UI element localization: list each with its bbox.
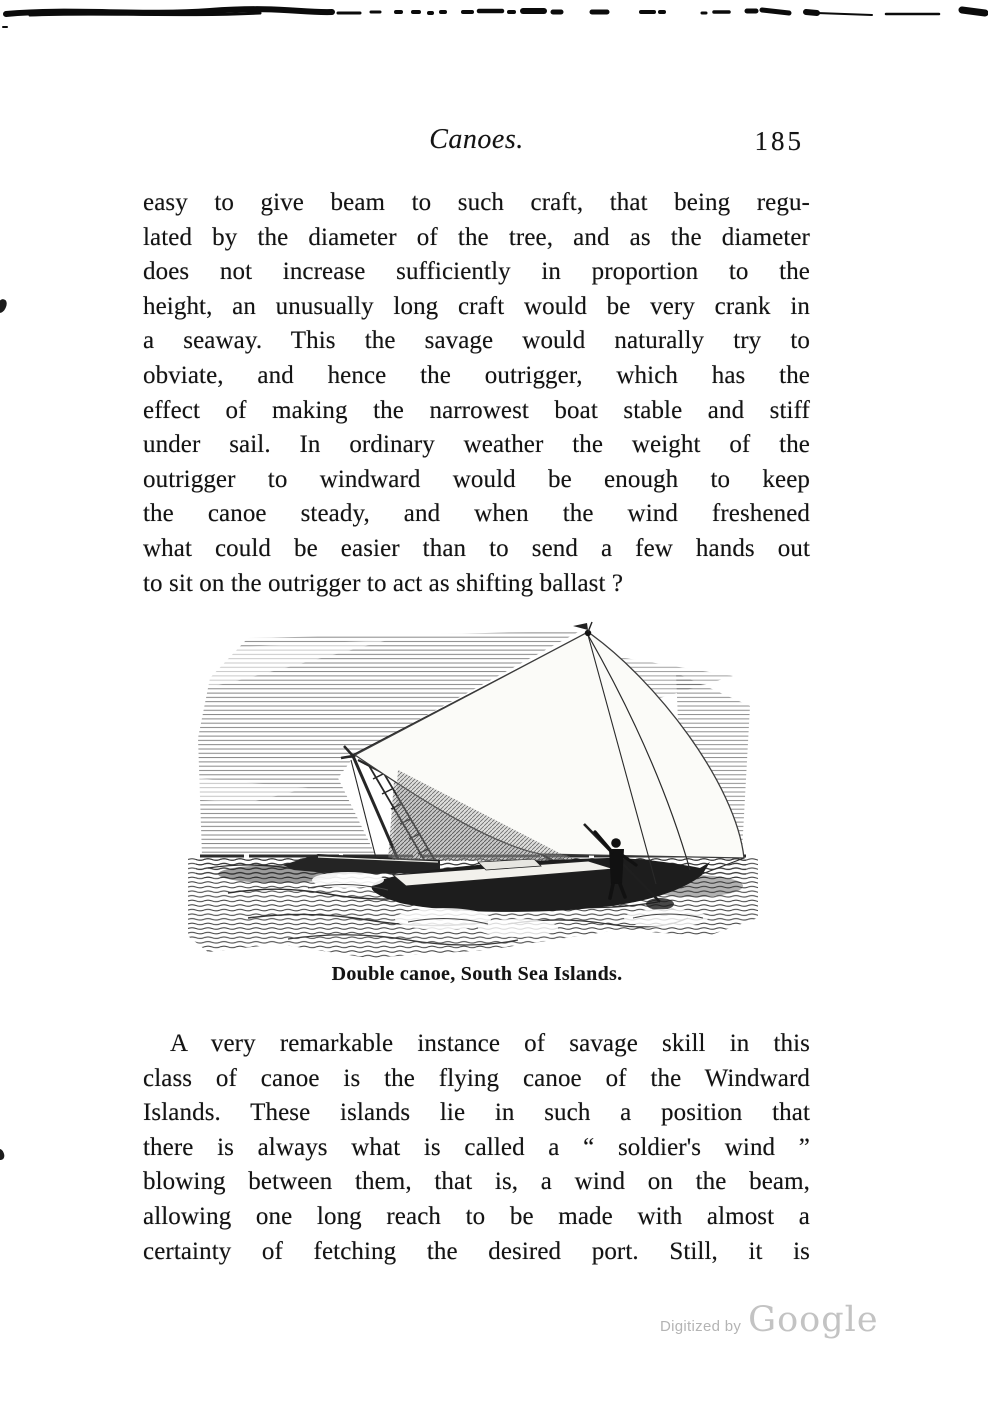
pennant — [573, 623, 588, 630]
body-paragraph-1 — [143, 186, 810, 601]
running-header-title: Canoes. — [429, 124, 524, 155]
text-line: Islands. These islands lie in such a position that — [143, 1099, 810, 1127]
text-line: obviate, and hence the outrigger, which has the — [143, 361, 810, 389]
double-canoe-illustration — [188, 618, 766, 966]
scan-artifact-top — [0, 0, 988, 34]
text-line: certainty of fetching the desired port. Still, it is — [143, 1237, 810, 1265]
body-paragraph-2 — [143, 1027, 810, 1269]
text-line: there is always what is called a “ soldier's wind ” — [143, 1133, 810, 1161]
digitized-by-watermark — [660, 1300, 900, 1348]
text-line: blowing between them, that is, a wind on the beam, — [143, 1168, 810, 1196]
text-line: outrigger to windward would be enough to keep — [143, 465, 810, 493]
text-line: class of canoe is the flying canoe of the Windward — [143, 1064, 810, 1092]
scan-mark-left-lower — [0, 1148, 6, 1161]
google-logo-text: Google — [748, 1300, 879, 1340]
text-line: what could be easier than to send a few hands out — [143, 534, 810, 562]
page-number: 185 — [754, 126, 804, 156]
watermark-prefix: Digitized by — [660, 1318, 742, 1335]
text-line: allowing one long reach to be made with almost a — [143, 1202, 810, 1230]
text-line: easy to give beam to such craft, that being regu- — [143, 189, 810, 216]
scan-mark-left-upper — [0, 298, 8, 314]
text-line: effect of making the narrowest boat stable and stiff — [143, 396, 810, 424]
text-line: the canoe steady, and when the wind freshened — [143, 500, 810, 528]
illustration-caption: Double canoe, South Sea Islands. — [331, 963, 623, 985]
text-line: height, an unusually long craft would be very crank in — [143, 292, 810, 320]
text-line: to sit on the outrigger to act as shifting ballast ? — [143, 569, 624, 597]
running-header — [143, 124, 810, 164]
text-line: a seaway. This the savage would naturally try to — [143, 327, 810, 355]
text-line: lated by the diameter of the tree, and as the diameter — [143, 223, 810, 251]
text-line: does not increase sufficiently in proportion to the — [143, 258, 810, 286]
text-line: under sail. In ordinary weather the weight of the — [143, 431, 810, 459]
text-line: A very remarkable instance of savage skill in this — [170, 1030, 810, 1057]
